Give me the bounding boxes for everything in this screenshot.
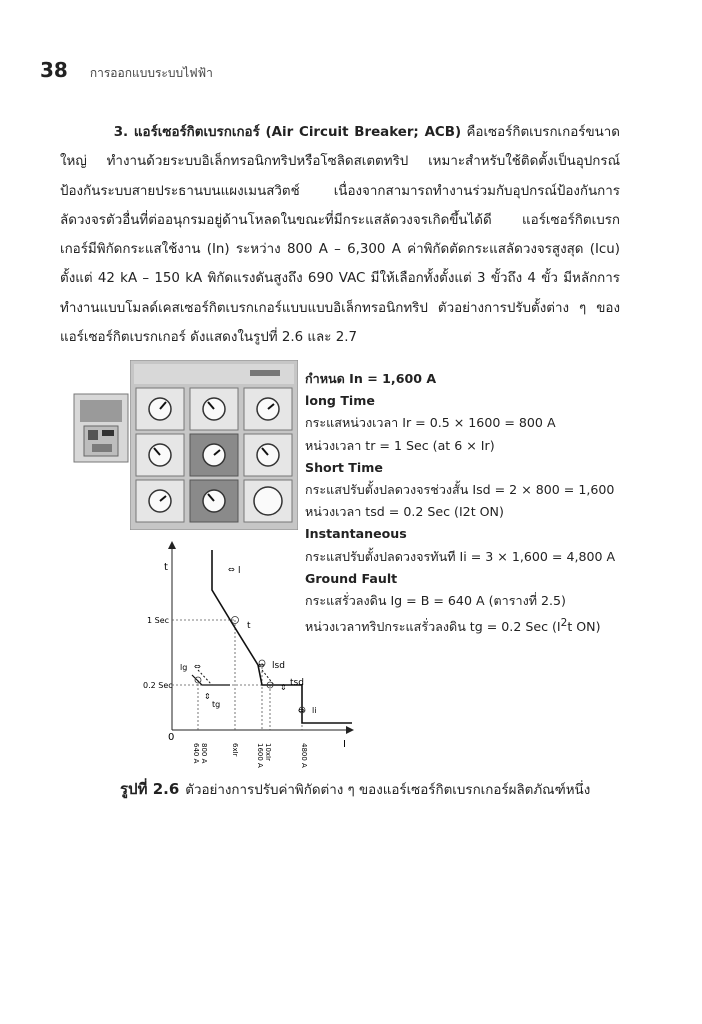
x-tick-800a: 800 A [200,743,208,764]
ground-fault-line-1: กระแสรั่วลงดิน Ig = B = 640 A (ตารางที่ 2.5) [305,592,566,608]
arrow-l: ⇔ [228,565,235,574]
label-tsd: tsd [290,678,304,688]
x-tick-10xir: 10xIr [264,743,272,761]
page-header [40,58,213,83]
long-time-line-1: กระแสหน่วงเวลา Ir = 0.5 × 1600 = 800 A [305,415,556,431]
ground-fault-curve [192,675,230,685]
body-paragraph [60,118,620,352]
short-time-line-1: กระแสปรับตั้งปลดวงจรช่วงสั้น Isd = 2 × 800 = 1,600 [305,481,615,497]
y-tick-1sec: 1 Sec [147,616,170,625]
label-lg: lg [180,663,188,672]
short-time-heading: Short Time [305,459,383,475]
running-title: การออกแบบระบบไฟฟ้า [89,66,213,80]
settings-list [305,368,635,634]
x-tick-6xir: 6xIr [231,743,239,757]
label-tg: tg [212,700,221,709]
ground-fault-heading: Ground Fault [305,570,398,586]
instantaneous-line-1: กระแสปรับตั้งปลดวงจรทันที Ii = 3 × 1,600 = 4,800 A [305,548,616,564]
arrow-li: ⇔ [298,706,305,715]
figure-caption [120,777,590,801]
label-lsd: lsd [272,661,285,671]
page-number: 38 [40,58,68,82]
arrow-tg: ⇕ [204,692,211,701]
short-time-line-2: หน่วงเวลา tsd = 0.2 Sec (I2t ON) [305,504,504,520]
x-axis-label: I [343,739,346,750]
label-l: l [238,566,241,576]
instantaneous-heading: Instantaneous [305,526,407,542]
settings-title: กำหนด In = 1,600 A [305,371,437,386]
caption-text: ตัวอย่างการปรับค่าพิกัดต่าง ๆ ของแอร์เซอร์กิตเบรกเกอร์ผลิตภัณฑ์หนึ่ง [185,783,591,798]
arrow-tsd: ⇕ [280,683,287,692]
x-tick-1600a: 1600 A [256,743,264,768]
long-time-heading: long Time [305,393,375,409]
figure-label: รูปที่ 2.6 [120,780,180,798]
label-t: t [247,621,251,631]
arrow-lsd: ⇔ [258,661,265,670]
arrow-lg: ⇔ [194,662,201,671]
paragraph-text: คือเซอร์กิตเบรกเกอร์ขนาดใหญ่ ทำงานด้วยระบบอิเล็กทรอนิกทริปหรือโซลิดสเตตทริป เหมาะสำหรับใช้ติดตั้งเป็นอุปกรณ์ป้องกันระบบสายประธานบนแผงเมนสวิตช์ เนื่องจากสามารถทำงานร่วมกับอุปกรณ์ป้องกันการลัดวงจรตัวอื่นที่ต่ออนุกรมอยู่ด้านโหลดในขณะที่มีกระแสลัดวงจรเกิดขึ้นได้ดี แอร์เซอร์กิตเบรกเกอร์มีพิกัดกระแสใช้งาน (In) ระหว่าง 800 A – 6,300 A ค่าพิกัดตัดกระแสลัดวงจรสูงสุด (Icu) ตั้งแต่ 42 kA – 150 kA พิกัดแรงดันสูงถึง 690 VAC มีให้เลือกทั้งตั้งแต่ 3 ขั้วถึง 4 ขั้ว มีหลักการทำงานแบบโมลด์เคสเซอร์กิตเบรกเกอร์แบบแบบอิเล็กทรอนิกทริป ตัวอย่างการปรับตั้งต่าง ๆ ของแอร์เซอร์กิตเบรกเกอร์ ดังแสดงในรูปที่ 2.6 และ 2.7 [60,125,620,346]
y-tick-0-2sec: 0.2 Sec [143,681,173,690]
long-time-line-2: หน่วงเวลา tr = 1 Sec (at 6 × Ir) [305,437,495,453]
trip-unit-photo [130,360,298,530]
x-tick-4800a: 4800 A [300,743,308,768]
breaker-photo [72,390,130,466]
paragraph-lead: 3. แอร์เซอร์กิตเบรกเกอร์ (Air Circuit Breaker; ACB) [113,125,462,140]
y-axis-label: t [164,562,168,573]
ground-fault-line-2: หน่วงเวลาทริปกระแสรั่วลงดิน tg = 0.2 Sec ($I^2t$ ON) [305,617,601,635]
label-li: li [312,706,317,715]
origin-label: 0 [168,732,175,743]
x-tick-640a: 640 A [192,743,200,764]
